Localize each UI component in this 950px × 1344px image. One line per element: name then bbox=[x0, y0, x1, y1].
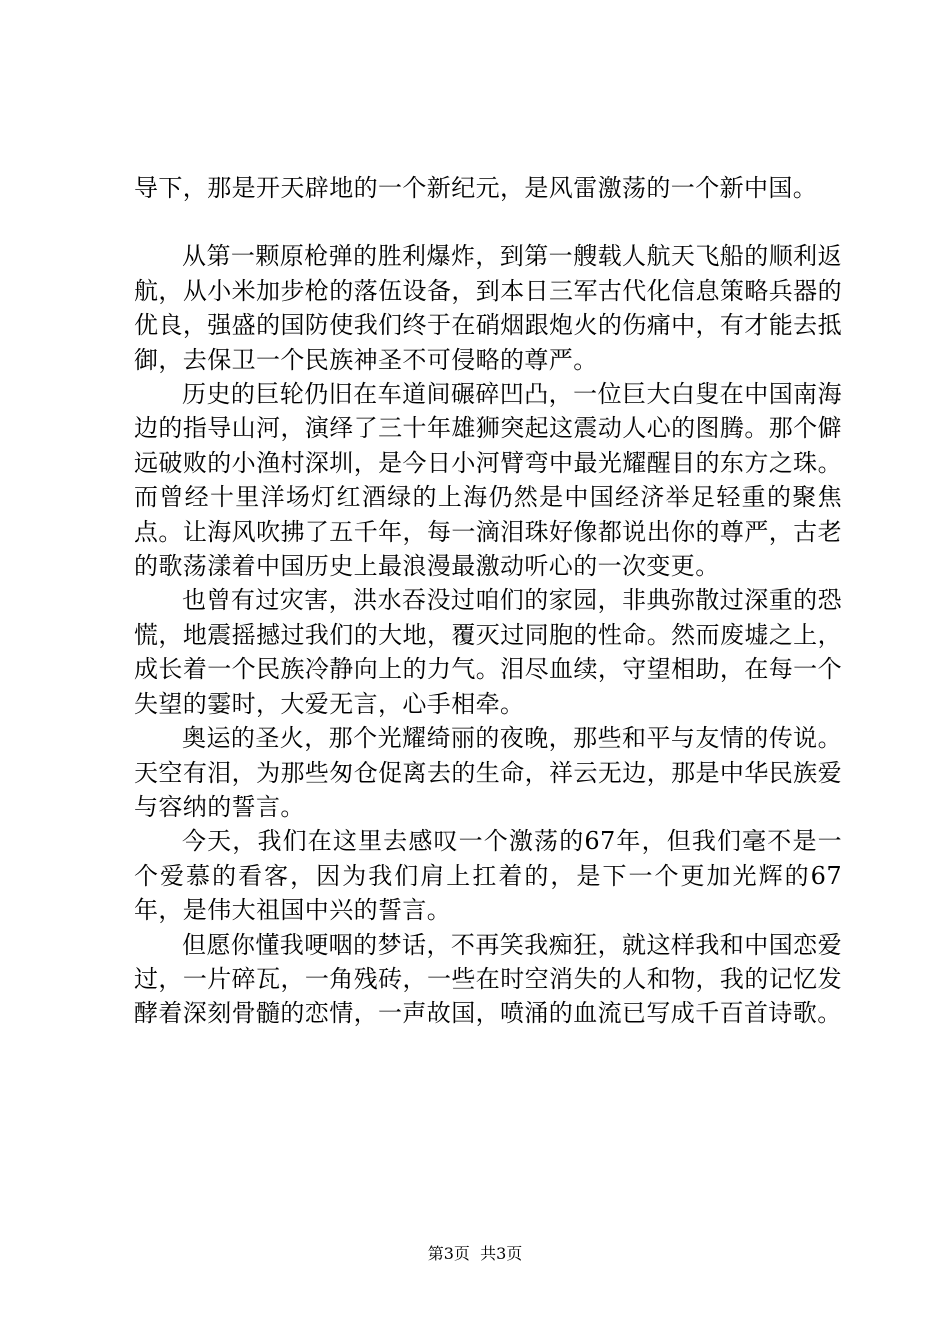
page-footer bbox=[0, 1244, 950, 1264]
paragraph-disasters: 也曾有过灾害，洪水吞没过咱们的家园，非典弥散过深重的恐慌，地震摇撼过我们的大地，覆灭过同胞的性命。然而废墟之上，成长着一个民族冷静向上的力气。泪尽血续，守望相助，在每一个失望的霎时，大爱无言，心手相牵。 bbox=[134, 586, 842, 718]
page-number-label: 第3页 共3页 bbox=[427, 1244, 523, 1263]
paragraph-olympics: 奥运的圣火，那个光耀绮丽的夜晚，那些和平与友情的传说。天空有泪，为那些匆仓促离去的生命，祥云无边，那是中华民族爱与容纳的誓言。 bbox=[134, 724, 842, 821]
document-body bbox=[134, 171, 842, 1031]
paragraph-reform-history: 历史的巨轮仍旧在车道间碾碎凹凸，一位巨大白叟在中国南海边的指导山河，演绎了三十年雄狮突起这震动人心的图腾。那个僻远破败的小渔村深圳，是今日小河臂弯中最光耀醒目的东方之珠。而曾经十里洋场灯红酒绿的上海仍然是中国经济举足轻重的聚焦点。让海风吹拂了五千年，每一滴泪珠好像都说出你的尊严，古老的歌荡漾着中国历史上最浪漫最激动听心的一次变更。 bbox=[134, 380, 842, 581]
paragraph-national-defense: 从第一颗原枪弹的胜利爆炸，到第一艘载人航天飞船的顺利返航，从小米加步枪的落伍设备，到本日三军古代化信息策略兵器的优良，强盛的国防使我们终于在硝烟跟炮火的伤痛中，有才能去抵御，去保卫一个民族神圣不可侵略的尊严。 bbox=[134, 242, 842, 374]
paragraph-closing: 但愿你懂我哽咽的梦话，不再笑我痴狂，就这样我和中国恋爱过，一片碎瓦，一角残砖，一些在时空消失的人和物，我的记忆发酵着深刻骨髓的恋情，一声故国，喷涌的血流已写成千百首诗歌。 bbox=[134, 930, 842, 1028]
paragraph-continuation: 导下，那是开天辟地的一个新纪元，是风雷激荡的一个新中国。 bbox=[134, 174, 818, 202]
paragraph-today: 今天，我们在这里去感叹一个激荡的67年，但我们毫不是一个爱慕的看客，因为我们肩上扛着的，是下一个更加光辉的67年，是伟大祖国中兴的誓言。 bbox=[134, 827, 842, 925]
